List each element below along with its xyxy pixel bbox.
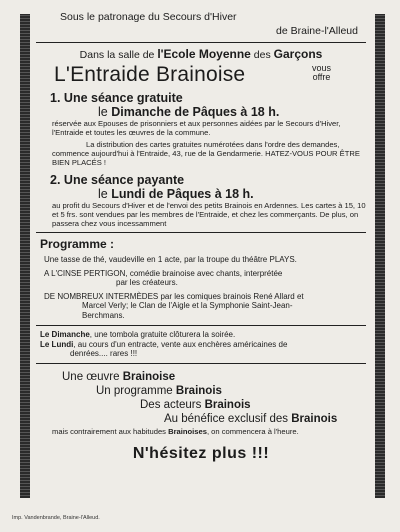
- section1-text1: réservée aux Epouses de prisonniers et aux personnes aidées par le Secours d'Hiver, l'Entraide et toutes les œuvres de la commune.: [52, 119, 341, 137]
- closing-line-1: Une œuvre Brainoise: [62, 370, 176, 383]
- programme-item-1: Une tasse de thé, vaudeville en 1 acte, par la troupe du théâtre PLAYS.: [44, 255, 297, 264]
- patronage-line1: Sous le patronage du Secours d'Hiver: [60, 11, 237, 23]
- venue-prefix: Dans la salle de: [79, 49, 155, 61]
- patronage: [60, 10, 366, 38]
- section2-date: le Lundi de Pâques à 18 h.: [98, 187, 254, 201]
- page-title: L'Entraide Brainoise: [54, 63, 246, 86]
- programme-item-2: A L'CINSE PERTIGON, comédie brainoise avec chants, interprétée par les créateurs.: [44, 268, 283, 287]
- venue-garcons: Garçons: [273, 47, 323, 61]
- programme-note-sunday: Le Dimanche, une tombola gratuite clôturera la soirée.: [40, 330, 236, 339]
- divider: [36, 42, 366, 43]
- closing-line-5: mais contrairement aux habitudes Brainoises, on commencera à l'heure.: [52, 426, 299, 436]
- title-vous-offre: vous offre: [312, 63, 332, 82]
- closing-line-3: Des acteurs Brainois: [140, 398, 251, 411]
- closing-line-4: Au bénéfice exclusif des Brainois: [164, 412, 338, 425]
- section1-date: le Dimanche de Pâques à 18 h.: [98, 105, 280, 119]
- call-to-action: N'hésitez plus !!!: [132, 444, 270, 462]
- section1-text2: La distribution des cartes gratuites numérotées dans l'ordre des demandes, commence aujourd'hui à l'Entraide, 43, rue de la Gendarmerie. HATEZ-VOUS POUR ÊTRE BIEN PLACÉS !: [52, 140, 360, 167]
- section2-text: au profit du Secours d'Hiver et de l'envoi des petits Brainois en Ardennes. Les cartes à 15, 10 et 5 frs. sont vendues par les membres de l'Entraide, et chez les commerçants. De plus, on passera chez vous incessamment: [52, 201, 366, 228]
- programme-item-3: DE NOMBREUX INTERMÈDES par les comiques brainois René Allard et Marcel Verly; le Clan de l'Aigle et la Symphonie Saint-Jean- Berchmans.: [44, 291, 304, 320]
- venue-school: l'Ecole Moyenne: [157, 47, 251, 61]
- right-border-bar: [375, 14, 385, 498]
- programme-note-monday: Le Lundi, au cours d'un entracte, vente aux enchères américaines de denrées.... rares !!!: [40, 339, 288, 358]
- title-row: [36, 63, 366, 87]
- printer-imprint: Imp. Vandenbrande, Braine-l'Alleud.: [12, 515, 100, 521]
- left-border-bar: [20, 14, 30, 498]
- divider: [36, 325, 366, 326]
- venue-line: [36, 47, 366, 61]
- section1-heading: 1. Une séance gratuite: [50, 91, 183, 105]
- venue-middle: des: [253, 49, 271, 61]
- divider: [36, 232, 366, 233]
- section2-heading: 2. Une séance payante: [50, 173, 185, 187]
- programme-heading: Programme :: [40, 237, 115, 251]
- patronage-line2: de Braine-l'Alleud: [276, 25, 358, 37]
- poster-content: [36, 10, 366, 463]
- divider: [36, 363, 366, 364]
- closing-line-2: Un programme Brainois: [96, 384, 222, 397]
